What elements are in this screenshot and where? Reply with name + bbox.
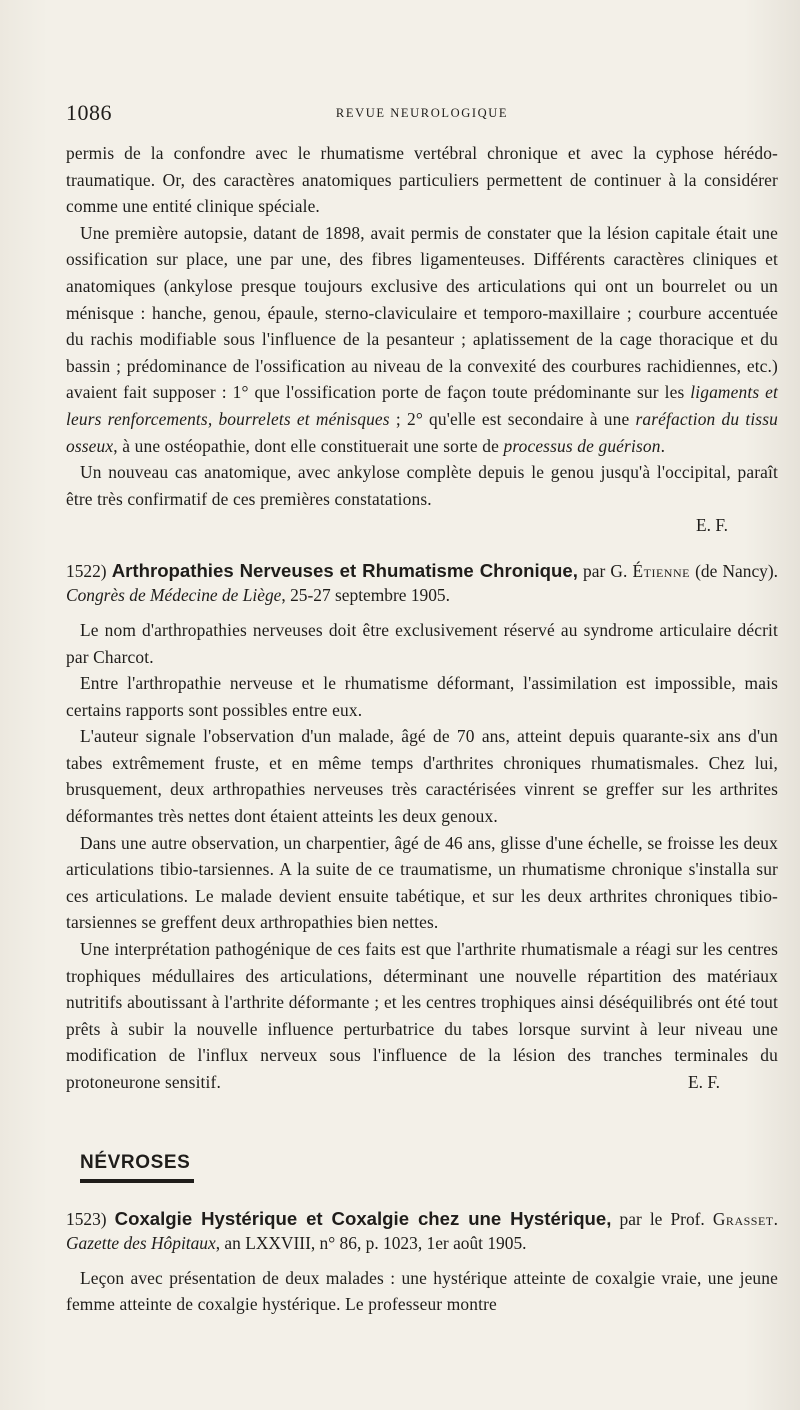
entry-title: Arthropathies Nerveuses et Rhumatisme Chronique,: [111, 559, 578, 581]
page-number: 1086: [66, 100, 112, 125]
paragraph: permis de la confondre avec le rhumatisme vertébral chronique et avec la cyphose hérédo-traumatique. Or, des caractères anatomiques particuliers permettent de continuer à la considérer comme une entité clinique spéciale.: [66, 143, 778, 217]
section-rule: [80, 1179, 194, 1183]
paragraph: Une interprétation pathogénique de ces faits est que l'arthrite rhumatismale a réagi sur les centres trophiques médullaires des articulations, déterminant une nouvelle répartition des matériaux nutritifs aboutissant à l'arthrite déformante ; et les centres trophiques ainsi déséquilibrés ont été tout prêts à subir la nouvelle influence perturbatrice du tabes lorsque survint à leur niveau une modification de l'influx nerveux sous l'influence de la lésion des tranches terminales du protoneurone sensitif.: [66, 939, 778, 1092]
text-run: ; 2° qu'elle est secondaire à une: [389, 408, 636, 429]
source: Gazette des Hôpitaux: [66, 1232, 216, 1253]
paragraph: Entre l'arthropathie nerveuse et le rhumatisme déformant, l'assimilation est impossible, mais certains rapports sont possibles entre eux.: [66, 673, 778, 720]
entry-body: [66, 1265, 778, 1318]
paragraph: L'auteur signale l'observation d'un malade, âgé de 70 ans, atteint depuis quarante-six ans d'un tabes extrêmement fruste, et en même temps d'arthrites chroniques rhumatismales. Chez lui, brusquement, deux arthropathies nerveuses très caractérisées vinrent se greffer sur les arthrites déformantes très nettes dont étaient atteints les deux genoux.: [66, 726, 778, 827]
entry-heading: [66, 1207, 778, 1255]
entry-title: Coxalgie Hystérique et Coxalgie chez une Hystérique,: [114, 1207, 612, 1229]
entry-par: par le: [611, 1208, 663, 1229]
paragraph: Le nom d'arthropathies nerveuses doit être exclusivement réservé au syndrome articulaire décrit par Charcot.: [66, 619, 778, 667]
emphasis: raréfaction du tissu osseux: [66, 408, 778, 456]
section-heading: [66, 1152, 194, 1183]
emphasis: processus de guérison: [503, 435, 661, 456]
text-run: Une première autopsie, datant de 1898, avait permis de constater que la lésion capitale était une ossification sur place, une par une, des fibres ligamenteuses. Différents caractères cliniques et anatomiques (ankylose presque toujours exclusive des articulations qui ont un bourrelet ou un ménisque : hanche, genou, épaule, sterno-claviculaire et temporo-maxillaire ; courbure accentuée du rachis modifiable sous l'influence de la pesanteur ; aplatissement de la cage thoracique et du bassin ; prédominance de l'ossification au niveau de la convexité des courbures rachidiennes, etc.) avaient fait supposer : 1° que l'ossification porte de façon toute prédominante sur les: [66, 222, 778, 403]
author-place: (de Nancy).: [689, 560, 778, 581]
paragraph: Dans une autre observation, un charpentier, âgé de 46 ans, glisse d'une échelle, se froisse les deux articulations tibio-tarsiennes. A la suite de ce traumatisme, un rhumatisme chronique s'installa sur ces articulations. Le malade devient ensuite tabétique, et sur les deux arthrites chroniques tibio-tarsiennes se greffent deux arthropathies bien nettes.: [66, 832, 778, 933]
paragraph: Leçon avec présentation de deux malades : une hystérique atteinte de coxalgie vraie, une jeune femme atteinte de coxalgie hystérique. Le professeur montre: [66, 1267, 778, 1315]
date: , 25-27 septembre 1905.: [281, 584, 450, 605]
entry-heading: [66, 559, 778, 607]
text-run: , à une ostéopathie, dont elle constituerait une sorte de: [113, 435, 504, 456]
author-after: .: [773, 1208, 778, 1229]
author-name: Grasset: [712, 1208, 774, 1229]
emphasis: ligaments et leurs renforcements, bourrelets et ménisques: [66, 382, 778, 429]
entry-number: 1522): [66, 560, 107, 581]
paragraph: [66, 220, 778, 459]
author-initial: G.: [610, 560, 633, 581]
running-head: [66, 100, 778, 126]
text-run: .: [660, 435, 666, 456]
author-prefix: Prof.: [670, 1208, 713, 1229]
signature: E. F.: [688, 1072, 720, 1092]
entry-body: [66, 617, 778, 1096]
entry-number: 1523): [66, 1208, 107, 1229]
author-name: Étienne: [632, 560, 690, 581]
source: Congrès de Médecine de Liège: [66, 584, 282, 605]
section-title: NÉVROSES: [80, 1151, 191, 1173]
signature: E. F.: [696, 515, 728, 536]
date: , an LXXVIII, n° 86, p. 1023, 1er août 1905.: [215, 1232, 527, 1253]
paragraph: Un nouveau cas anatomique, avec ankylose complète depuis le genou jusqu'à l'occipital, paraît être très confirmatif de ces premières constatations.: [66, 462, 778, 509]
entry-par: par: [577, 560, 606, 581]
journal-title: REVUE NEUROLOGIQUE: [335, 106, 509, 120]
